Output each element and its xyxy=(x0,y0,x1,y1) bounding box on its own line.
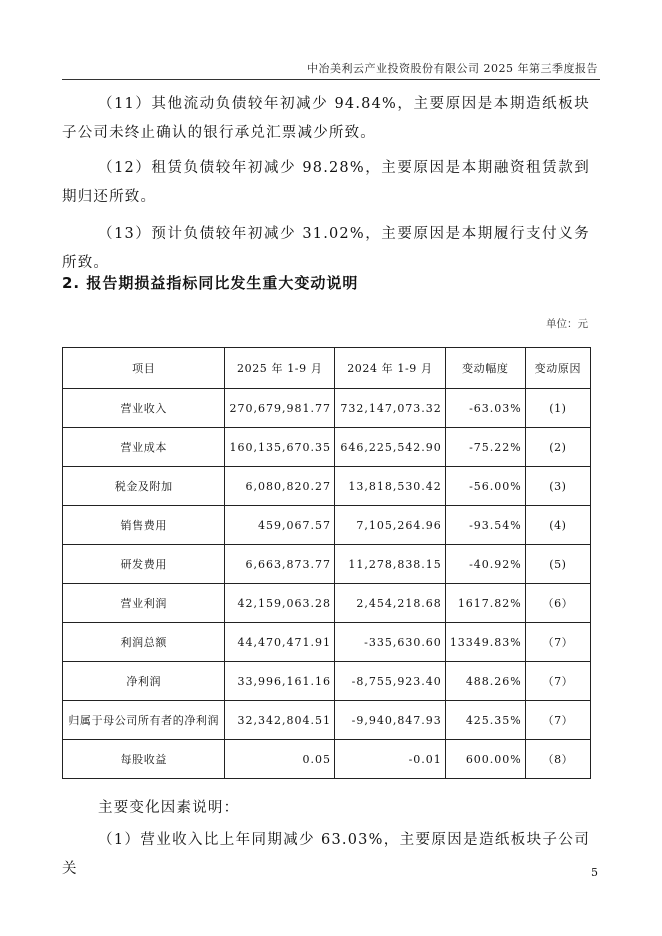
cell-item: 归属于母公司所有者的净利润 xyxy=(63,701,225,740)
cell-2024: 646,225,542.90 xyxy=(334,428,445,467)
table-row xyxy=(63,389,591,428)
cell-2025: 33,996,161.16 xyxy=(225,662,334,701)
table-row xyxy=(63,701,591,740)
table-row xyxy=(63,467,591,506)
table-row xyxy=(63,584,591,623)
cell-2024: -9,940,847.93 xyxy=(334,701,445,740)
notes-intro: 主要变化因素说明： xyxy=(98,800,240,816)
header-divider xyxy=(62,79,600,80)
cell-reason: （7） xyxy=(525,701,590,740)
col-header-2025: 2025 年 1-9 月 xyxy=(225,348,334,389)
cell-2025: 44,470,471.91 xyxy=(225,623,334,662)
cell-2025: 160,135,670.35 xyxy=(225,428,334,467)
table-row xyxy=(63,545,591,584)
cell-change: 488.26% xyxy=(445,662,525,701)
cell-2025: 42,159,063.28 xyxy=(225,584,334,623)
cell-reason: (4) xyxy=(525,506,590,545)
cell-item: 营业利润 xyxy=(63,584,225,623)
cell-item: 营业收入 xyxy=(63,389,225,428)
cell-2024: 13,818,530.42 xyxy=(334,467,445,506)
cell-change: 1617.82% xyxy=(445,584,525,623)
page-number: 5 xyxy=(591,866,598,879)
cell-reason: (3) xyxy=(525,467,590,506)
cell-2024: -335,630.60 xyxy=(334,623,445,662)
col-header-item: 项目 xyxy=(63,348,225,389)
col-header-reason: 变动原因 xyxy=(525,348,590,389)
table-row xyxy=(63,506,591,545)
cell-item: 净利润 xyxy=(63,662,225,701)
cell-item: 利润总额 xyxy=(63,623,225,662)
cell-reason: （8） xyxy=(525,740,590,779)
cell-2024: 7,105,264.96 xyxy=(334,506,445,545)
cell-change: -40.92% xyxy=(445,545,525,584)
cell-change: -75.22% xyxy=(445,428,525,467)
cell-2024: 11,278,838.15 xyxy=(334,545,445,584)
cell-change: -56.00% xyxy=(445,467,525,506)
cell-2024: -8,755,923.40 xyxy=(334,662,445,701)
cell-change: 13349.83% xyxy=(445,623,525,662)
table-header-row xyxy=(63,348,591,389)
cell-2024: 2,454,218.68 xyxy=(334,584,445,623)
cell-2024: 732,147,073.32 xyxy=(334,389,445,428)
cell-item: 营业成本 xyxy=(63,428,225,467)
cell-item: 研发费用 xyxy=(63,545,225,584)
paragraph-11: （11）其他流动负债较年初减少 94.84%，主要原因是本期造纸板块子公司未终止确认的银行承兑汇票减少所致。 xyxy=(62,96,590,141)
table-row xyxy=(63,740,591,779)
paragraph-12: （12）租赁负债较年初减少 98.28%，主要原因是本期融资租赁款到期归还所致。 xyxy=(62,160,590,205)
paragraph-13: （13）预计负债较年初减少 31.02%，主要原因是本期履行支付义务所致。 xyxy=(62,226,590,271)
cell-reason: (5) xyxy=(525,545,590,584)
cell-change: -93.54% xyxy=(445,506,525,545)
cell-reason: (1) xyxy=(525,389,590,428)
cell-change: 425.35% xyxy=(445,701,525,740)
col-header-2024: 2024 年 1-9 月 xyxy=(334,348,445,389)
cell-2024: -0.01 xyxy=(334,740,445,779)
table-row xyxy=(63,662,591,701)
page-header: 中冶美利云产业投资股份有限公司 2025 年第三季度报告 xyxy=(307,62,598,75)
cell-2025: 6,080,820.27 xyxy=(225,467,334,506)
note-1: （1）营业收入比上年同期减少 63.03%，主要原因是造纸板块子公司关 xyxy=(62,832,590,877)
cell-item: 每股收益 xyxy=(63,740,225,779)
cell-reason: （7） xyxy=(525,662,590,701)
cell-item: 销售费用 xyxy=(63,506,225,545)
cell-reason: (2) xyxy=(525,428,590,467)
cell-2025: 270,679,981.77 xyxy=(225,389,334,428)
income-change-table xyxy=(62,347,591,779)
section-title: 2. 报告期损益指标同比发生重大变动说明 xyxy=(62,274,359,292)
cell-2025: 459,067.57 xyxy=(225,506,334,545)
cell-2025: 0.05 xyxy=(225,740,334,779)
table-row xyxy=(63,428,591,467)
cell-reason: （6） xyxy=(525,584,590,623)
table-row xyxy=(63,623,591,662)
cell-2025: 32,342,804.51 xyxy=(225,701,334,740)
cell-reason: （7） xyxy=(525,623,590,662)
cell-item: 税金及附加 xyxy=(63,467,225,506)
cell-change: 600.00% xyxy=(445,740,525,779)
col-header-change: 变动幅度 xyxy=(445,348,525,389)
cell-2025: 6,663,873.77 xyxy=(225,545,334,584)
unit-label: 单位：元 xyxy=(546,318,588,330)
cell-change: -63.03% xyxy=(445,389,525,428)
